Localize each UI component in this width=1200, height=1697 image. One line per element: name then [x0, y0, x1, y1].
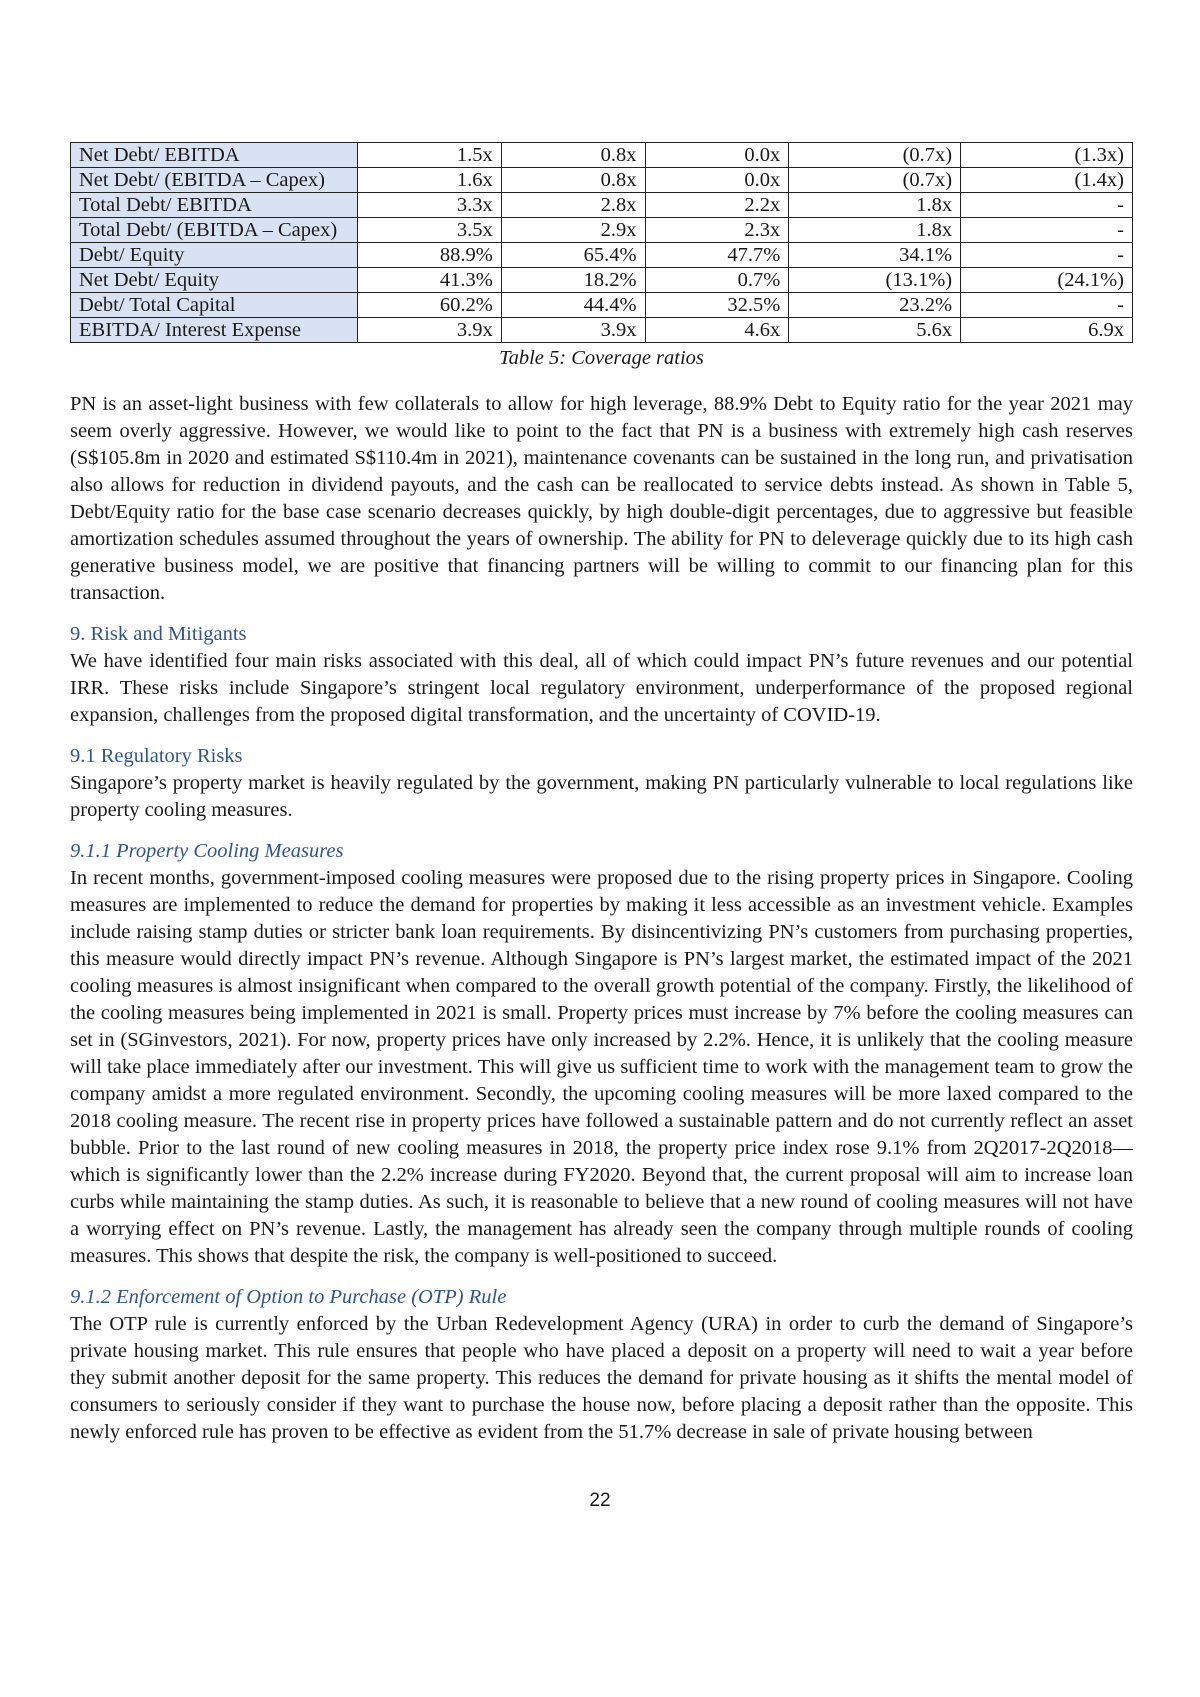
table-cell: 41.3% [358, 268, 502, 293]
table-cell: 32.5% [645, 293, 789, 318]
table-cell: - [961, 218, 1133, 243]
table-row [71, 218, 1133, 243]
table-cell: 34.1% [789, 243, 961, 268]
table-row [71, 318, 1133, 343]
table-cell: 0.0x [645, 143, 789, 168]
table-cell: 2.2x [645, 193, 789, 218]
table-cell: (0.7x) [789, 143, 961, 168]
row-label: Total Debt/ (EBITDA – Capex) [71, 218, 358, 243]
table-cell: 4.6x [645, 318, 789, 343]
paragraph-leverage: PN is an asset-light business with few collaterals to allow for high leverage, 88.9% Debt to Equity ratio for the year 2021 may seem overly aggressive. However, we would like to point to the fact that PN is a business with extremely high cash reserves (S$105.8m in 2020 and estimated S$110.4m in 2021), maintenance covenants can be sustained in the long run, and privatisation also allows for reduction in dividend payouts, and the cash can be reallocated to service debts instead. As shown in Table 5, Debt/Equity ratio for the base case scenario decreases quickly, by high double-digit percentages, due to aggressive but feasible amortization schedules assumed throughout the years of ownership. The ability for PN to deleverage quickly due to its high cash generative business model, we are positive that financing partners will be willing to commit to our financing plan for this transaction. [70, 393, 1133, 604]
table-cell: (1.3x) [961, 143, 1133, 168]
table-cell: 0.7% [645, 268, 789, 293]
table-cell: 1.8x [789, 218, 961, 243]
heading-regulatory-risks: 9.1 Regulatory Risks [70, 745, 243, 767]
coverage-ratios-table [70, 142, 1133, 343]
paragraph-risks-intro: We have identified four main risks associated with this deal, all of which could impact PN’s future revenues and our potential IRR. These risks include Singapore’s stringent local regulatory environment, underperformance of the proposed regional expansion, challenges from the proposed digital transformation, and the uncertainty of COVID-19. [70, 650, 1133, 726]
page-number: 22 [589, 1490, 611, 1511]
table-cell: 1.5x [358, 143, 502, 168]
table-cell: 3.9x [501, 318, 645, 343]
table-row [71, 293, 1133, 318]
paragraph-otp-rule: The OTP rule is currently enforced by the Urban Redevelopment Agency (URA) in order to curb the demand of Singapore’s private housing market. This rule ensures that people who have placed a deposit on a property will need to wait a year before they submit another deposit for the same property. This reduces the demand for private housing as it shifts the mental model of consumers to seriously consider if they want to purchase the house now, before placing a deposit rather than the opposite. This newly enforced rule has proven to be effective as evident from the 51.7% decrease in sale of private housing between [70, 1313, 1133, 1443]
heading-cooling-measures: 9.1.1 Property Cooling Measures [70, 840, 344, 862]
table-cell: 44.4% [501, 293, 645, 318]
table-row [71, 193, 1133, 218]
row-label: Total Debt/ EBITDA [71, 193, 358, 218]
table-row [71, 168, 1133, 193]
table-cell: 65.4% [501, 243, 645, 268]
table-cell: - [961, 193, 1133, 218]
paragraph-cooling-measures: In recent months, government-imposed cooling measures were proposed due to the rising property prices in Singapore. Cooling measures are implemented to reduce the demand for properties by making it less accessible as an investment vehicle. Examples include raising stamp duties or stricter bank loan requirements. By disincentivizing PN’s customers from purchasing properties, this measure would directly impact PN’s revenue. Although Singapore is PN’s largest market, the estimated impact of the 2021 cooling measures is almost insignificant when compared to the overall growth potential of the company. Firstly, the likelihood of the cooling measures being implemented in 2021 is small. Property prices must increase by 7% before the cooling measures can set in (SGinvestors, 2021). For now, property prices have only increased by 2.2%. Hence, it is unlikely that the cooling measure will take place immediately after our investment. This will give us sufficient time to work with the management team to grow the company amidst a more regulated environment. Secondly, the upcoming cooling measures will be more laxed compared to the 2018 cooling measure. The recent rise in property prices have followed a sustainable pattern and do not currently reflect an asset bubble. Prior to the last round of new cooling measures in 2018, the property price index rose 9.1% from 2Q2017-2Q2018—which is significantly lower than the 2.2% increase during FY2020. Beyond that, the current proposal will aim to increase loan curbs while maintaining the stamp duties. As such, it is reasonable to believe that a new round of cooling measures will not have a worrying effect on PN’s revenue. Lastly, the management has already seen the company through multiple rounds of cooling measures. This shows that despite the risk, the company is well-positioned to succeed. [70, 867, 1133, 1267]
table-cell: 0.8x [501, 168, 645, 193]
table-cell: 0.0x [645, 168, 789, 193]
table-cell: 2.3x [645, 218, 789, 243]
paragraph-regulatory: Singapore’s property market is heavily regulated by the government, making PN particularly vulnerable to local regulations like property cooling measures. [70, 772, 1133, 821]
table-cell: 1.6x [358, 168, 502, 193]
table-cell: (24.1%) [961, 268, 1133, 293]
heading-risk-and-mitigants: 9. Risk and Mitigants [70, 623, 247, 645]
table-cell: 1.8x [789, 193, 961, 218]
table-cell: 18.2% [501, 268, 645, 293]
table-cell: (0.7x) [789, 168, 961, 193]
heading-otp-rule: 9.1.2 Enforcement of Option to Purchase (OTP) Rule [70, 1286, 507, 1308]
table-cell: 23.2% [789, 293, 961, 318]
page-content [70, 142, 1133, 1446]
table-cell: 3.9x [358, 318, 502, 343]
table-cell: 47.7% [645, 243, 789, 268]
table-cell: - [961, 243, 1133, 268]
row-label: EBITDA/ Interest Expense [71, 318, 358, 343]
row-label: Net Debt/ (EBITDA – Capex) [71, 168, 358, 193]
row-label: Net Debt/ EBITDA [71, 143, 358, 168]
table-cell: 0.8x [501, 143, 645, 168]
row-label: Debt/ Total Capital [71, 293, 358, 318]
row-label: Debt/ Equity [71, 243, 358, 268]
table-row [71, 143, 1133, 168]
table-caption: Table 5: Coverage ratios [499, 347, 704, 369]
table-row [71, 243, 1133, 268]
table-cell: 88.9% [358, 243, 502, 268]
table-cell: 5.6x [789, 318, 961, 343]
table-cell: 3.5x [358, 218, 502, 243]
table-cell: (1.4x) [961, 168, 1133, 193]
row-label: Net Debt/ Equity [71, 268, 358, 293]
table-cell: 2.9x [501, 218, 645, 243]
table-cell: 3.3x [358, 193, 502, 218]
table-cell: - [961, 293, 1133, 318]
table-row [71, 268, 1133, 293]
table-cell: 60.2% [358, 293, 502, 318]
table-cell: (13.1%) [789, 268, 961, 293]
table-cell: 2.8x [501, 193, 645, 218]
table-cell: 6.9x [961, 318, 1133, 343]
